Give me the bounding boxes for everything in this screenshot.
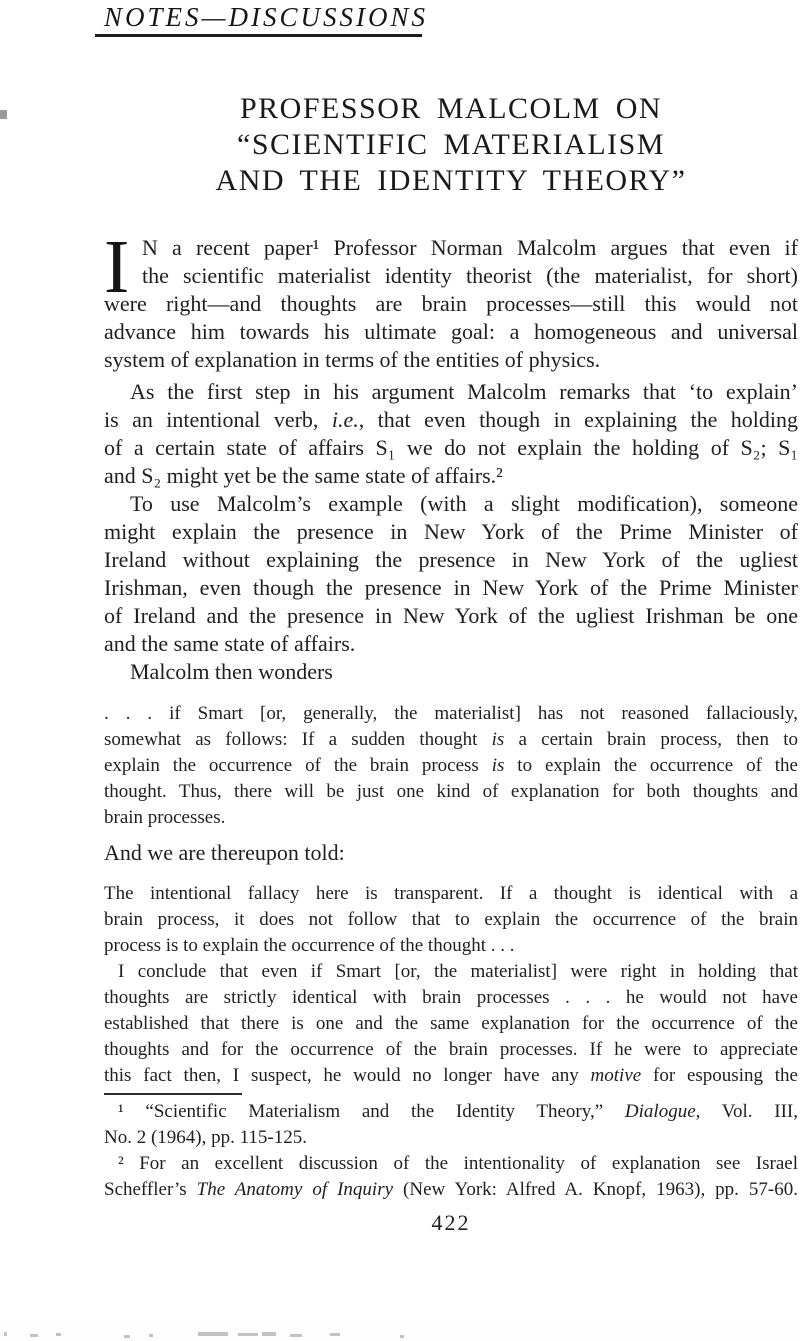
text-line: of Ireland and the presence in New York of the ugliest Irishman be one (104, 603, 798, 628)
running-head: NOTES—DISCUSSIONS (104, 2, 429, 32)
text-line: N a recent paper¹ Professor Norman Malcolm argues that even if (142, 235, 798, 260)
text-line: thought. Thus, there will be just one kind of explanation for both thoughts and (104, 781, 798, 802)
text-line: system of explanation in terms of the entities of physics. (104, 347, 601, 372)
article-title-line: AND THE IDENTITY THEORY” (215, 164, 687, 197)
text-line: And we are thereupon told: (104, 840, 345, 865)
text-line: thoughts are strictly identical with brain processes . . . he would not have (104, 987, 798, 1008)
text-line: thoughts and for the occurrence of the brain processes. If he were to appreciate (104, 1039, 798, 1060)
paragraph (104, 839, 798, 867)
text-line: of a certain state of affairs S₁ we do not explain the holding of S₂; S₁ (104, 435, 798, 460)
text-line: established that there is one and the same explanation for the occurrence of the (104, 1013, 798, 1034)
text-line: this fact then, I suspect, he would no longer have any motive for espousing the (104, 1065, 798, 1086)
text-line: Ireland without explaining the presence in New York of the ugliest (104, 547, 798, 572)
opening-paragraph (104, 225, 798, 374)
block-quote (104, 881, 798, 959)
footnote-line: No. 2 (1964), pp. 115-125. (104, 1127, 307, 1148)
footnote-rule (104, 1093, 242, 1095)
block-quote (104, 701, 798, 831)
text-line: brain process, it does not follow that to explain the occurrence of the brain (104, 909, 798, 930)
scan-noise-band (0, 1326, 800, 1341)
text-line: As the first step in his argument Malcolm remarks that ‘to explain’ (130, 379, 798, 404)
article-title-line: “SCIENTIFIC MATERIALISM (237, 128, 665, 161)
text-line: the scientific materialist identity theorist (the materialist, for short) (142, 263, 798, 288)
footnote-line: ¹ “Scientific Materialism and the Identity Theory,” Dialogue, Vol. III, (118, 1101, 798, 1122)
article-title (104, 91, 798, 199)
footnote-line: Scheffler’s The Anatomy of Inquiry (New York: Alfred A. Knopf, 1963), pp. 57-60. (104, 1179, 798, 1200)
scan-speck (0, 110, 7, 119)
drop-cap: I (104, 225, 130, 309)
block-quote (104, 959, 798, 1089)
paragraph (104, 658, 798, 686)
page-number: 422 (431, 1210, 471, 1235)
text-line: brain processes. (104, 807, 226, 828)
text-line: I conclude that even if Smart [or, the materialist] were right in holding that (118, 961, 798, 982)
text-line: somewhat as follows: If a sudden thought is a certain brain process, then to (104, 729, 798, 750)
text-line: Malcolm then wonders (130, 659, 333, 684)
text-line: Irishman, even though the presence in New York of the Prime Minister (104, 575, 798, 600)
text-line: process is to explain the occurrence of the thought . . . (104, 935, 515, 956)
text-line: were right—and thoughts are brain processes—still this would not (104, 291, 798, 316)
text-line: is an intentional verb, i.e., that even though in explaining the holding (104, 407, 798, 432)
text-line: and the same state of affairs. (104, 631, 356, 656)
footnote-line: ² For an excellent discussion of the intentionality of explanation see Israel (118, 1153, 798, 1174)
text-line: advance him towards his ultimate goal: a homogeneous and universal (104, 319, 798, 344)
text-line: explain the occurrence of the brain process is to explain the occurrence of the (104, 755, 798, 776)
paragraph (104, 378, 798, 490)
text-line: and S₂ might yet be the same state of affairs.² (104, 463, 503, 488)
text-line: To use Malcolm’s example (with a slight modification), someone (130, 491, 798, 516)
text-line: . . . if Smart [or, generally, the materialist] has not reasoned fallaciously, (104, 703, 798, 724)
text-line: might explain the presence in New York of the Prime Minister of (104, 519, 798, 544)
text-line: The intentional fallacy here is transparent. If a thought is identical with a (104, 883, 798, 904)
article-title-line: PROFESSOR MALCOLM ON (239, 92, 663, 125)
paragraph (104, 490, 798, 658)
footnotes (104, 1099, 798, 1203)
running-head-rule (95, 34, 422, 37)
